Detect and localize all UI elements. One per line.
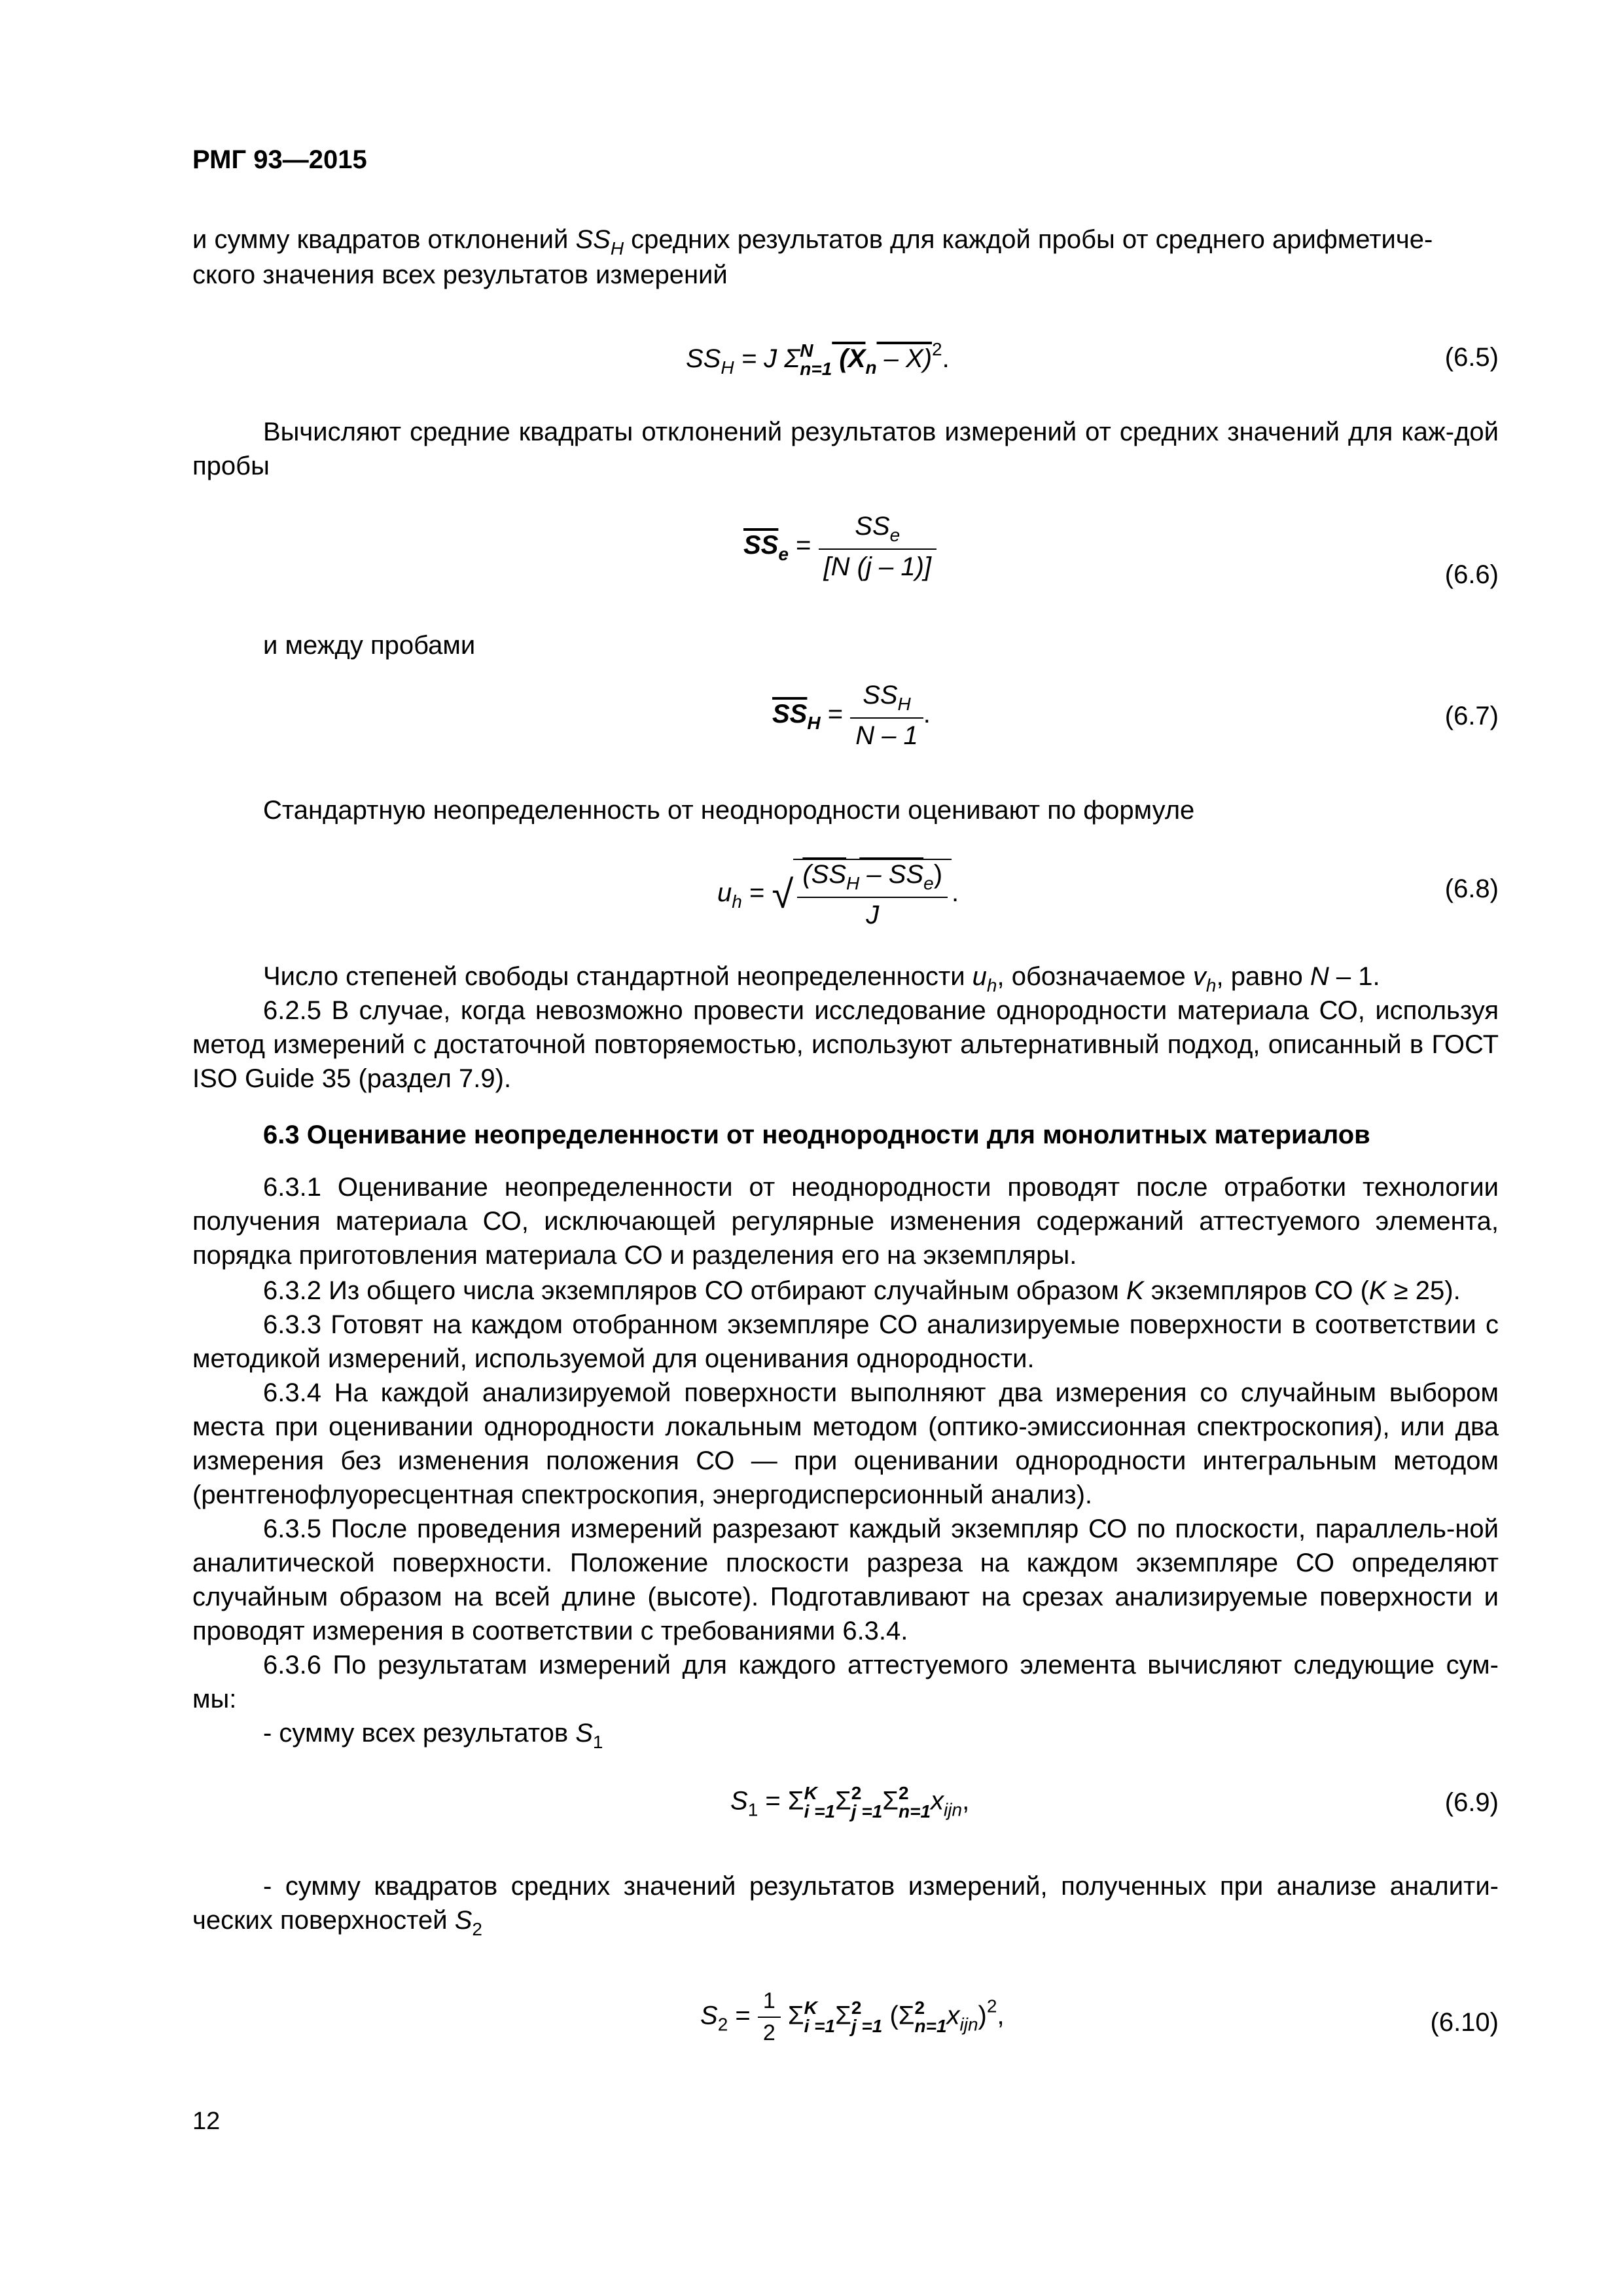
equation-6-6: $\overline{SS}_e$ = $\frac{SS_e}{[N (j - 1)]}$: [743, 512, 936, 582]
paragraph: 6.3.6 По результатам измерений для каждого аттестуемого элемента вычисляют следующие сум-мы:: [192, 1651, 1499, 1713]
equation-6-5: $SS_H = J$ Σ N n=1 $(X_n - X)^2$.: [686, 339, 950, 380]
sqrt-icon: √: [772, 872, 794, 916]
list-item: - сумму всех результатов $S_1$: [263, 1719, 603, 1752]
paragraph: 6.3.1 Оценивание неопределенности от неоднородности проводят после отработки технологии получения материала СО, исключающей регулярные изменения содержаний аттестуемого элемента, порядка приготовления материала СО и разделения его на экземпляры.: [192, 1173, 1499, 1270]
equation-number: (6.9): [1444, 1788, 1499, 1817]
equation-6-7: $\overline{SS}_H$ = $\frac{SS_H}{N - 1}$ .: [772, 681, 931, 750]
section-heading: 6.3 Оценивание неопределенности от неоднородности для монолитных материалов: [263, 1121, 1370, 1149]
equation-number: (6.6): [1444, 560, 1499, 589]
paragraph-line: 6.3.2 Из общего числа экземпляров СО отбирают случайным образом K экземпляров СО (K ≥ 25).: [263, 1276, 1461, 1305]
paragraph-line: Стандартную неопределенность от неоднородности оценивают по формуле: [263, 796, 1195, 825]
paragraph: 6.2.5 В случае, когда невозможно провести исследование однородности материала СО, используя метод измерений с достаточной повторяемостью, используют альтернативный подход, описанный в ГОСТ ISO Guide 35 (раздел 7.9).: [192, 996, 1499, 1093]
paragraph-line: Число степеней свободы стандартной неопределенности $u_h$, обозначаемое $v_h$, равно N – 1.: [263, 962, 1380, 996]
document-header: РМГ 93—2015: [192, 145, 367, 174]
equation-number: (6.10): [1430, 2008, 1499, 2037]
equation-6-8: $u_h$ = √ $\frac{(SS_H - SS_e)}{J}$ .: [717, 860, 959, 929]
paragraph: 6.3.4 На каждой анализируемой поверхности выполняют два измерения со случайным выбором места при оценивании однородности локальным методом (оптико-эмиссионная спектроскопия), или два измерения без изменения положения СО — при оценивании однородности интегральным методом (рентгенофлуоресцентная спектроскопия, энергодисперсионный анализ).: [192, 1378, 1499, 1509]
paragraph: Вычисляют средние квадраты отклонений результатов измерений от средних значений для каж-дой пробы: [192, 418, 1499, 480]
paragraph-line: ского значения всех результатов измерений: [192, 260, 728, 289]
paragraph: 6.3.3 Готовят на каждом отобранном экземпляре СО анализируемые поверхности в соответствии с методикой измерений, используемой для оценивания однородности.: [192, 1310, 1499, 1373]
equation-6-9: $S_1 = \Sigma$ K i =1 Σ 2 j =1 Σ 2 n=1 $x_{ijn}$,: [730, 1783, 970, 1821]
equation-6-10: $S_2$ = $\frac{1}{2}$ Σ K i =1 Σ 2 j =1 (Σ 2 n=1 $x_{ijn})^2$,: [700, 1988, 1005, 2045]
list-item: - сумму квадратов средних значений результатов измерений, полученных при анализе аналити-ческих поверхностей $S_2$: [192, 1872, 1499, 1939]
equation-number: (6.5): [1444, 343, 1499, 372]
equation-number: (6.7): [1444, 702, 1499, 730]
paragraph-line: и сумму квадратов отклонений $SS_H$ средних результатов для каждой пробы от среднего арифметиче-: [192, 225, 1433, 259]
equation-number: (6.8): [1444, 874, 1499, 903]
page-number: 12: [192, 2108, 221, 2135]
paragraph-line: и между пробами: [263, 631, 476, 660]
paragraph: 6.3.5 После проведения измерений разрезают каждый экземпляр СО по плоскости, параллель-ной аналитической поверхности. Положение плоскости разреза на каждом экземпляре СО определяют случайным образом на всей длине (высоте). Подготавливают на срезах анализируемые поверхности и проводят измерения в соответствии с требованиями 6.3.4.: [192, 1515, 1499, 1645]
